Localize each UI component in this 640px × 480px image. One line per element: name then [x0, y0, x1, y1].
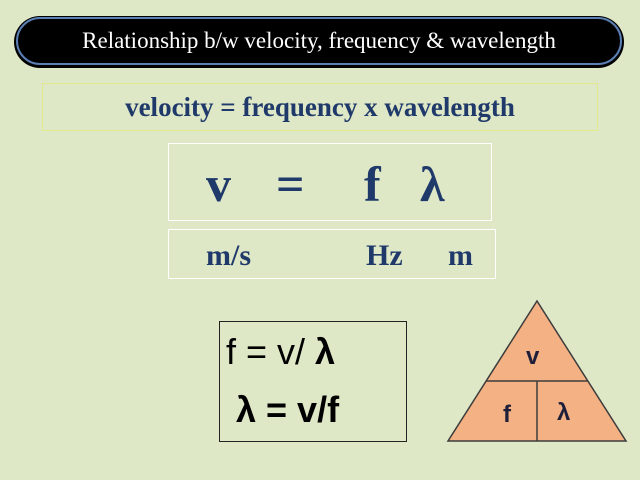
triangle-velocity: v	[526, 343, 540, 370]
equation-velocity: v	[206, 156, 231, 212]
unit-wavelength: m	[448, 239, 473, 272]
formula-frequency-lambda: λ	[315, 331, 336, 372]
definition-text: velocity = frequency x wavelength	[42, 83, 598, 131]
equation-equals: =	[276, 156, 305, 212]
unit-frequency: Hz	[366, 239, 403, 272]
equation-wavelength: λ	[420, 156, 445, 212]
equation-frequency: f	[364, 156, 381, 212]
triangle-wavelength: λ	[557, 399, 571, 426]
formula-frequency-prefix: f = v/	[226, 331, 316, 372]
unit-velocity: m/s	[206, 239, 251, 272]
triangle-frequency: f	[503, 401, 511, 428]
formula-wavelength: λ = v/f	[236, 389, 340, 430]
slide-title: Relationship b/w velocity, frequency & wavelength	[16, 17, 622, 65]
